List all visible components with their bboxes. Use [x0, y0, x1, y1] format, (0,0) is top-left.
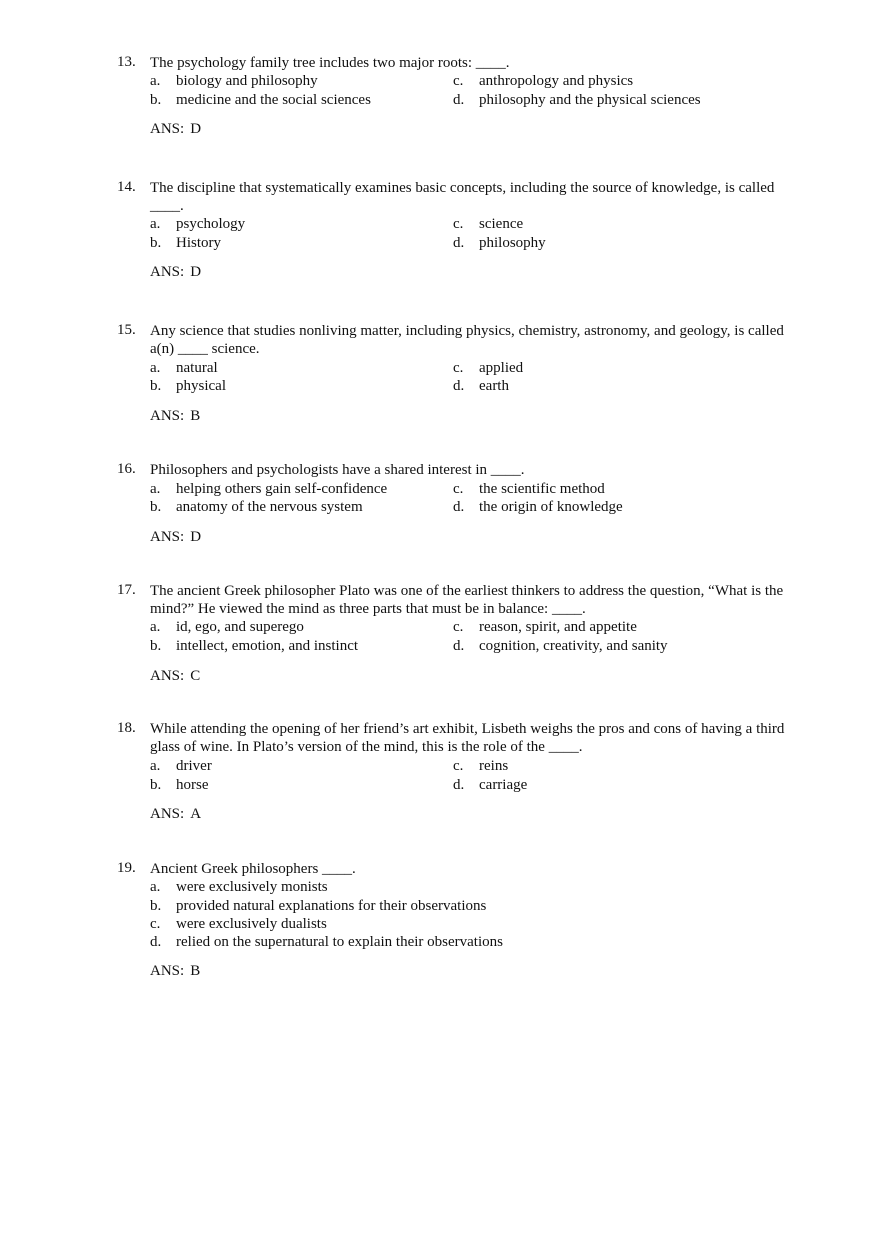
option-text: science: [479, 216, 524, 232]
question-stem: Philosophers and psychologists have a shared interest in ____.: [150, 462, 525, 478]
question-number: 14.: [117, 179, 136, 195]
answer-value: A: [190, 806, 202, 822]
answer-value: B: [190, 963, 201, 979]
option-text: philosophy and the physical sciences: [479, 92, 701, 108]
answer-label: ANS:: [150, 121, 185, 137]
option-letter: a.: [150, 879, 161, 895]
answer-line: [150, 962, 200, 980]
answer-line: [150, 263, 201, 281]
answer-label: ANS:: [150, 264, 185, 280]
option-text: natural: [176, 360, 218, 376]
option-text: helping others gain self-confidence: [176, 481, 388, 497]
option-text: horse: [176, 777, 209, 793]
answer-label: ANS:: [150, 806, 185, 822]
option-text: the scientific method: [479, 481, 605, 497]
option-text: applied: [479, 360, 524, 376]
question-number: 16.: [117, 461, 136, 477]
option-letter: c.: [453, 216, 464, 232]
option-text: psychology: [176, 216, 246, 232]
option-text: the origin of knowledge: [479, 499, 623, 515]
question-stem: The discipline that systematically examines basic concepts, including the source of knowledge, is called ____.: [150, 180, 775, 214]
option-text: History: [176, 235, 221, 251]
option-letter: c.: [453, 758, 464, 774]
option-text: reins: [479, 758, 509, 774]
option-text: were exclusively dualists: [176, 916, 327, 932]
question-stem: Ancient Greek philosophers ____.: [150, 861, 356, 877]
option-letter: d.: [453, 638, 465, 654]
option-text: driver: [176, 758, 212, 774]
option-letter: b.: [150, 378, 162, 394]
option-text: relied on the supernatural to explain their observations: [176, 934, 503, 950]
option-text: carriage: [479, 777, 528, 793]
option-text: philosophy: [479, 235, 546, 251]
option-letter: a.: [150, 73, 161, 89]
option-text: earth: [479, 378, 509, 394]
option-letter: b.: [150, 777, 162, 793]
question-number: 19.: [117, 860, 136, 876]
answer-value: D: [190, 121, 202, 137]
option-letter: a.: [150, 619, 161, 635]
answer-value: D: [190, 264, 202, 280]
option-letter: a.: [150, 481, 161, 497]
option-text: medicine and the social sciences: [176, 92, 371, 108]
option-letter: c.: [453, 73, 464, 89]
question-stem: Any science that studies nonliving matter, including physics, chemistry, astronomy, and geology, is called a(n) ____ science.: [150, 323, 784, 357]
option-text: id, ego, and superego: [176, 619, 304, 635]
option-text: intellect, emotion, and instinct: [176, 638, 359, 654]
answer-value: D: [190, 529, 202, 545]
answer-label: ANS:: [150, 408, 185, 424]
option-letter: b.: [150, 898, 162, 914]
option-letter: c.: [150, 916, 161, 932]
option-letter: c.: [453, 481, 464, 497]
option-text: were exclusively monists: [176, 879, 328, 895]
option-letter: d.: [453, 499, 465, 515]
answer-label: ANS:: [150, 529, 185, 545]
option-letter: b.: [150, 235, 162, 251]
answer-value: B: [190, 408, 201, 424]
answer-label: ANS:: [150, 963, 185, 979]
answer-line: [150, 120, 201, 138]
option-letter: d.: [453, 235, 465, 251]
option-letter: c.: [453, 360, 464, 376]
option-text: biology and philosophy: [176, 73, 318, 89]
option-letter: d.: [150, 934, 162, 950]
option-text: cognition, creativity, and sanity: [479, 638, 668, 654]
answer-value: C: [190, 668, 201, 684]
answer-line: [150, 407, 200, 425]
answer-line: [150, 528, 201, 546]
option-letter: c.: [453, 619, 464, 635]
option-letter: a.: [150, 216, 161, 232]
question-stem: The psychology family tree includes two major roots: ____.: [150, 55, 510, 71]
question-number: 15.: [117, 322, 136, 338]
option-text: physical: [176, 378, 226, 394]
option-letter: b.: [150, 638, 162, 654]
question-number: 17.: [117, 582, 136, 598]
option-text: provided natural explanations for their observations: [176, 898, 487, 914]
question-number: 18.: [117, 720, 136, 736]
option-letter: b.: [150, 499, 162, 515]
option-text: reason, spirit, and appetite: [479, 619, 637, 635]
option-letter: d.: [453, 777, 465, 793]
option-text: anthropology and physics: [479, 73, 634, 89]
answer-line: [150, 667, 200, 685]
option-letter: d.: [453, 378, 465, 394]
option-letter: d.: [453, 92, 465, 108]
question-number: 13.: [117, 54, 136, 70]
option-letter: b.: [150, 92, 162, 108]
option-letter: a.: [150, 360, 161, 376]
option-text: anatomy of the nervous system: [176, 499, 363, 515]
answer-line: [150, 805, 201, 823]
question-stem: The ancient Greek philosopher Plato was one of the earliest thinkers to address the question, “What is the mind?” He viewed the mind as three parts that must be in balance: ____.: [150, 583, 784, 617]
question-stem: While attending the opening of her friend’s art exhibit, Lisbeth weighs the pros and cons of having a third glass of wine. In Plato’s version of the mind, this is the role of the ____.: [150, 721, 785, 755]
answer-label: ANS:: [150, 668, 185, 684]
option-letter: a.: [150, 758, 161, 774]
